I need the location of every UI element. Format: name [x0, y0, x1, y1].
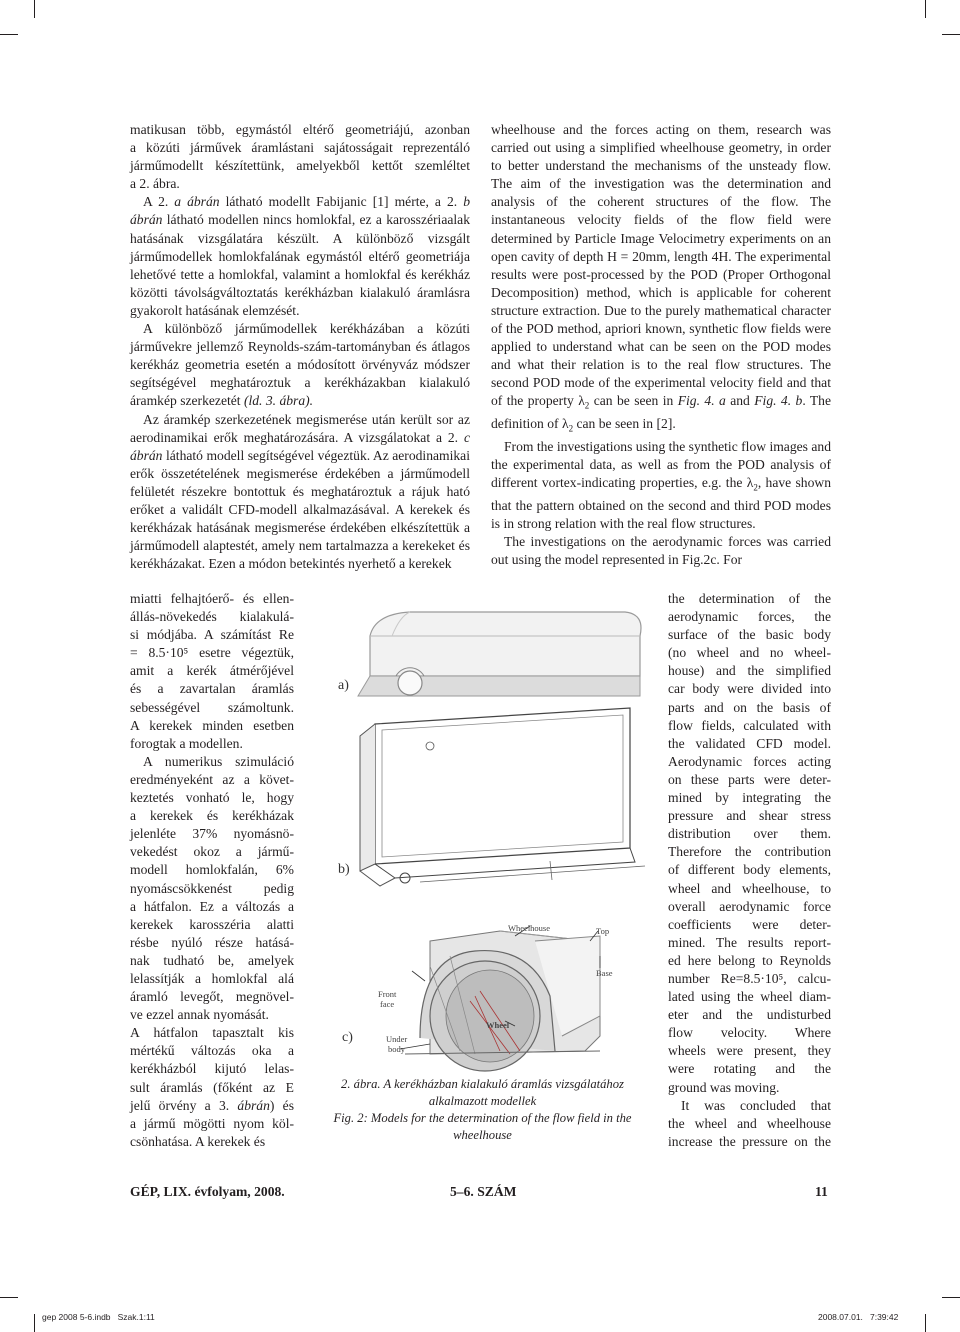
text-line: nyomáscsökkenést pedig: [130, 880, 294, 896]
paragraph: [130, 121, 470, 193]
left-narrow-column: [130, 590, 294, 1151]
text-line: surface of the basic body: [668, 627, 831, 643]
text-line: pressure and shear stress: [668, 808, 831, 824]
crop-mark: [34, 0, 35, 18]
text-line: sebességével számoltunk.: [130, 699, 294, 715]
caption-hu-line1: 2. ábra. A kerékházban kialakuló áramlás vizsgálatához: [341, 1077, 624, 1091]
text-line: (no wheel and no wheel-: [668, 645, 831, 661]
text-line: flow fields, calculated with: [668, 717, 831, 733]
model-b-drawing: [360, 708, 645, 886]
text-line: A kerekek minden esetben: [130, 717, 294, 733]
label-front-face-1: Front: [378, 989, 397, 999]
text-line: és a zavartalan áramlás: [130, 681, 294, 697]
figure-label-c: c): [342, 1030, 353, 1045]
label-base: Base: [596, 968, 613, 978]
text-line: amit a kerék átmérőjével: [130, 663, 294, 679]
text-line: résbe nyúló része hatásá-: [130, 934, 294, 950]
slug-datetime: 2008.07.01. 7:39:42: [818, 1312, 899, 1322]
crop-mark: [942, 1297, 960, 1298]
text-line: forogtak a modellen.: [130, 735, 243, 751]
figure-label-b: b): [338, 862, 350, 877]
paragraph: The investigations on the aerodynamic forces was carried out using the model represented in Fig.2c. For: [491, 534, 831, 568]
text-line: overall aerodynamic force: [668, 898, 831, 914]
text-line: It was concluded that: [681, 1097, 831, 1113]
text-line: matikusan több, egymástól eltérő geometriájú, azonban: [130, 122, 470, 137]
caption-en-line2: wheelhouse: [453, 1128, 512, 1142]
text-line: si módjába. A számítást Re: [130, 627, 294, 643]
label-under-body-1: Under: [386, 1034, 408, 1044]
paragraph: [130, 753, 294, 1024]
text-line: A numerikus szimuláció: [143, 753, 294, 769]
text-line: on these parts were deter-: [668, 771, 831, 787]
label-top: Top: [596, 926, 610, 936]
text-line: mined by integrating the: [668, 790, 831, 806]
label-front-face-2: face: [380, 999, 395, 1009]
text-line: áramló levegőt, megnövel-: [130, 989, 294, 1005]
text-line: kerekek karosszéria alatti: [130, 916, 294, 932]
text-line: coefficients were deter-: [668, 916, 831, 932]
figure-label-a: a): [338, 678, 349, 693]
text-line: lelassítják a homlokfal alá: [130, 970, 294, 986]
text-line: nak tudható be, amelyek: [130, 952, 294, 968]
figure-2: [300, 596, 660, 1086]
text-line: lated using the wheel diam-: [668, 989, 831, 1005]
text-line: increase the pressure on the: [668, 1133, 831, 1149]
text-line: eredményeként az a követ-: [130, 771, 294, 787]
text-line: keztetés vonható le, hogy: [130, 790, 294, 806]
crop-mark: [0, 34, 18, 35]
slug-file: gep 2008 5-6.indb Szak.1:11: [42, 1312, 155, 1322]
paragraph: [130, 590, 294, 753]
text-line: number Re=8.5·10⁵, calcu-: [668, 970, 831, 986]
text-line: a kerekek és kerékházak: [130, 808, 294, 824]
figure-2-drawing: [300, 596, 660, 1086]
crop-mark: [0, 1297, 18, 1298]
crop-mark: [925, 0, 926, 18]
text-line: ve ezzel annak nyomását.: [130, 1007, 269, 1023]
text-line: house) and the simplified: [668, 663, 831, 679]
left-column-top: [130, 121, 470, 573]
text-line: Aerodynamic forces acting: [668, 753, 831, 769]
text-line: aerodynamic forces, the: [668, 609, 831, 625]
label-under-body-2: body: [388, 1044, 405, 1054]
text-line: wheel and wheelhouse, to: [668, 880, 831, 896]
text-line: a hátfalon. Ez a változás a: [130, 898, 294, 914]
model-c-drawing: [400, 926, 600, 1071]
text-line: modell homlokfalán, 6%: [130, 862, 294, 878]
crop-mark: [942, 34, 960, 35]
right-column-top: [491, 121, 831, 569]
footer-issue: 5–6. SZÁM: [450, 1184, 517, 1199]
text-line: of different body elements,: [668, 862, 831, 878]
paragraph: [668, 1097, 831, 1151]
text-line: csönhatása. A kerekek és: [130, 1133, 266, 1149]
crop-mark: [34, 1314, 35, 1332]
text-line: the wheel and wheelhouse: [668, 1115, 831, 1131]
caption-en-line1: Fig. 2: Models for the determination of the flow field in the: [333, 1111, 632, 1125]
text-line: mértékű változás oka a: [130, 1043, 294, 1059]
model-a-drawing: [358, 612, 641, 696]
crop-mark: [925, 1314, 926, 1332]
text-line: were rotating and the: [668, 1061, 831, 1077]
text-line: flow velocity. Where: [668, 1025, 831, 1041]
text-line: Therefore the contribution: [668, 844, 831, 860]
text-line: the validated CFD model.: [668, 735, 831, 751]
text-line: eter and the undisturbed: [668, 1007, 831, 1023]
caption-hu-line2: alkalmazott modellek: [428, 1094, 537, 1108]
paragraph: A 2. a ábrán látható modellt Fabijanic [1] mérte, a 2. b ábrán látható modellen nincs homlokfal, ez a karosszériaalak hatásának vizsgálatára készült. A különböző vizsgált járműmodellek homlokfalának egymástól eltérő geometriája lehetővé tette a homlokfal, valamint a homlokfal és kerékház közötti távolságváltoztatás kerékházban kialakuló áramlásra gyakorolt hatásának elemzését.: [130, 194, 470, 318]
text-line: a 2. ábra.: [130, 176, 180, 192]
paragraph: wheelhouse and the forces acting on them, research was carried out using a simplified wheelhouse geometry, in order to better understand the mechanisms of the unsteady flow. The aim of the investigation was the determination and analysis of the coherent structures of the flow. The instantaneous velocity fields of the flow field were determined by Particle Image Velocimetry experiments on an open cavity of depth H = 20mm, length 4H. The experimental results were post-processed by the POD (Proper Orthogonal Decomposition) method, which is applicable for coherent structure extraction. Due to the purely mathematical character of the POD method, apriori known, synthetic flow fields were applied to understand what can be seen on the POD modes and what their relation is to the real flow structures. The second POD mode of the experimental velocity field and that of the property $\lambda_2$ can be seen in Fig. 4. a and Fig. 4. b. The definition of $\lambda_2$ can be seen in [2].: [491, 122, 831, 434]
label-wheel: Wheel: [486, 1020, 510, 1030]
text-line: = 8.5·10⁵ esetre végeztük,: [130, 645, 294, 661]
paragraph: From the investigations using the synthetic flow images and the experimental data, as well as from the POD analysis of different vortex-indicating properties, e.g. the $\lambda_2$, have shown that the pattern obtained on the second and third POD modes is in strong relation with the real flow structures.: [491, 439, 831, 532]
text-line: A hátfalon tapasztalt kis: [130, 1025, 294, 1041]
text-line: a jármű mögötti nyom köl-: [130, 1115, 294, 1131]
text-line: mined. The results report-: [668, 934, 831, 950]
paragraph: [130, 1024, 294, 1151]
text-line: járműmodellt készítettünk, amelyekből kettőt szemléltet: [130, 158, 470, 174]
text-line: wheels were present, they: [668, 1043, 831, 1059]
text-line: állás-növekedés kialakulá-: [130, 609, 294, 625]
text-line: sult áramlás (főként az E: [130, 1079, 294, 1095]
text-line: a közúti járművek áramlástani sajátosságait reprezentáló: [130, 140, 470, 156]
paragraph: [668, 590, 831, 1097]
figure-caption: [315, 1076, 650, 1144]
text-line: vekedést okoz a jármű-: [130, 844, 294, 860]
text-line: the determination of the: [668, 591, 831, 606]
footer-journal: GÉP, LIX. évfolyam, 2008.: [130, 1184, 285, 1199]
paragraph: Az áramkép szerkezetének megismerése után került sor az aerodinamikai erők meghatározására. A vizsgálatokat a 2. c ábrán látható modell segítségével végeztük. Az aerodinamikai erők összetételének megismerése érdekében a járműmodell felületét részekre bontottuk és meghatároztuk a rájuk ható erőket a validált CFD-modell alkalmazásával. A kerekek és kerékházak hatásának megismerése érdekében elkészítettük a járműmodell alaptestét, amely nem tartalmazza a kerekeket és kerékházakat. Ezen a módon betekintés nyerhető a kerekek: [130, 411, 470, 572]
text-line: parts and on the basis of: [668, 699, 831, 715]
label-wheelhouse: Wheelhouse: [508, 923, 551, 933]
text-line: miatti felhajtóerő- és ellen-: [130, 591, 294, 606]
text-line: ed here belong to Reynolds: [668, 952, 831, 968]
paragraph: A különböző járműmodellek kerékházában a közúti járművekre jellemző Reynolds-szám-tartományban és átlagos kerékház geometria esetén a módosított örvényváz módszer segítségével meghatároztuk a kerékházakban kialakuló áramkép szerkezetét (ld. 3. ábra).: [130, 321, 470, 409]
text-line: kerékházból kijutó lelas-: [130, 1061, 294, 1077]
text-line: ground was moving.: [668, 1079, 780, 1095]
right-narrow-column: [668, 590, 831, 1151]
text-line: car body were divided into: [668, 681, 831, 697]
text-line: jelű örvény a 3. ábrán) és: [130, 1097, 294, 1113]
text-line: distribution over them.: [668, 826, 831, 842]
text-line: jelenléte 37% nyomásnö-: [130, 826, 294, 842]
footer-page-number: 11: [815, 1184, 828, 1199]
